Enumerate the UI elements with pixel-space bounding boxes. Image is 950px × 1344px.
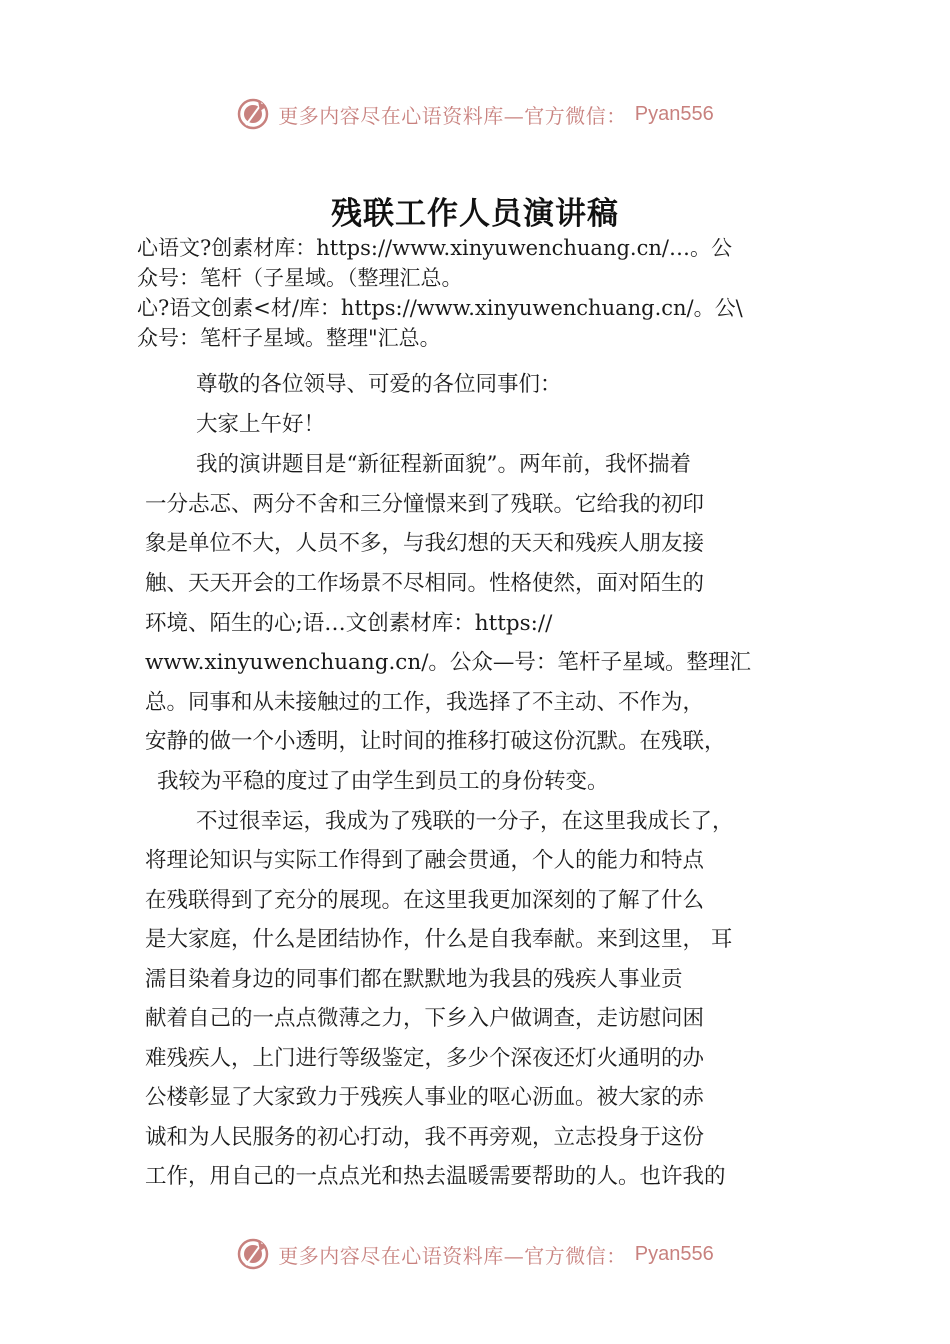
quill-seal-logo-icon [236, 1237, 270, 1271]
watermark-text: 更多内容尽在心语资料库—官方微信： [278, 1243, 627, 1268]
footer-watermark [0, 1234, 950, 1274]
body-line: 难残疾人，上门进行等级鉴定，多少个深夜还灯火通明的办 [145, 1046, 705, 1071]
watermark-text: 更多内容尽在心语资料库—官方微信： [278, 103, 627, 128]
watermark-wechat-id: Pyan556 [634, 102, 714, 125]
body-line: 总。同事和从未接触过的工作，我选择了不主动、不作为， [145, 690, 705, 715]
source-line: 心?语文创素<材/库：https://www.xinyuwenchuang.cn/。公\ [137, 296, 743, 320]
source-line: 众号：笔杆子星域。整理"汇总。 [137, 326, 441, 350]
body-line: 大家上午好！ [196, 412, 326, 437]
body-line: www.xinyuwenchuang.cn/。公众—号：笔杆子星域。整理汇 [145, 650, 751, 675]
body-line: 将理论知识与实际工作得到了融会贯通，个人的能力和特点 [145, 848, 705, 873]
header-watermark [0, 94, 950, 134]
body-line: 不过很幸运，我成为了残联的一分子，在这里我成长了， [196, 809, 734, 834]
body-line: 我较为平稳的度过了由学生到员工的身份转变。 [157, 769, 609, 794]
body-line: 献着自己的一点点微薄之力，下乡入户做调查，走访慰问困 [145, 1006, 705, 1031]
body-line: 象是单位不大，人员不多，与我幻想的天天和残疾人朋友接 [145, 531, 705, 556]
source-line: 众号：笔杆（子星域。（整理汇总。 [137, 266, 463, 290]
body-line: 环境、陌生的心;语…文创素材库：https:// [145, 611, 553, 636]
body-line: 尊敬的各位领导、可爱的各位同事们： [196, 372, 562, 397]
body-line: 一分忐忑、两分不舍和三分憧憬来到了残联。它给我的初印 [145, 492, 705, 517]
body-line: 在残联得到了充分的展现。在这里我更加深刻的了解了什么 [145, 888, 705, 913]
source-line: 心语文?创素材库：https://www.xinyuwenchuang.cn/…。公 [137, 236, 732, 260]
body-line: 安静的做一个小透明，让时间的推移打破这份沉默。在残联， [145, 729, 726, 754]
document-title: 残联工作人员演讲稿 [331, 196, 619, 232]
watermark-wechat-id: Pyan556 [634, 1242, 714, 1265]
quill-seal-logo-icon [236, 97, 270, 131]
body-line: 濡目染着身边的同事们都在默默地为我县的残疾人事业贡 [145, 967, 683, 992]
body-line: 公楼彰显了大家致力于残疾人事业的呕心沥血。被大家的赤 [145, 1085, 705, 1110]
body-line: 是大家庭，什么是团结协作，什么是自我奉献。来到这里， 耳 [145, 927, 733, 952]
body-line: 我的演讲题目是“新征程新面貌”。两年前，我怀揣着 [196, 452, 691, 477]
body-line: 诚和为人民服务的初心打动，我不再旁观，立志投身于这份 [145, 1125, 705, 1150]
body-line: 触、天天开会的工作场景不尽相同。性格使然，面对陌生的 [145, 571, 705, 596]
body-line: 工作，用自己的一点点光和热去温暖需要帮助的人。也许我的 [145, 1164, 726, 1189]
